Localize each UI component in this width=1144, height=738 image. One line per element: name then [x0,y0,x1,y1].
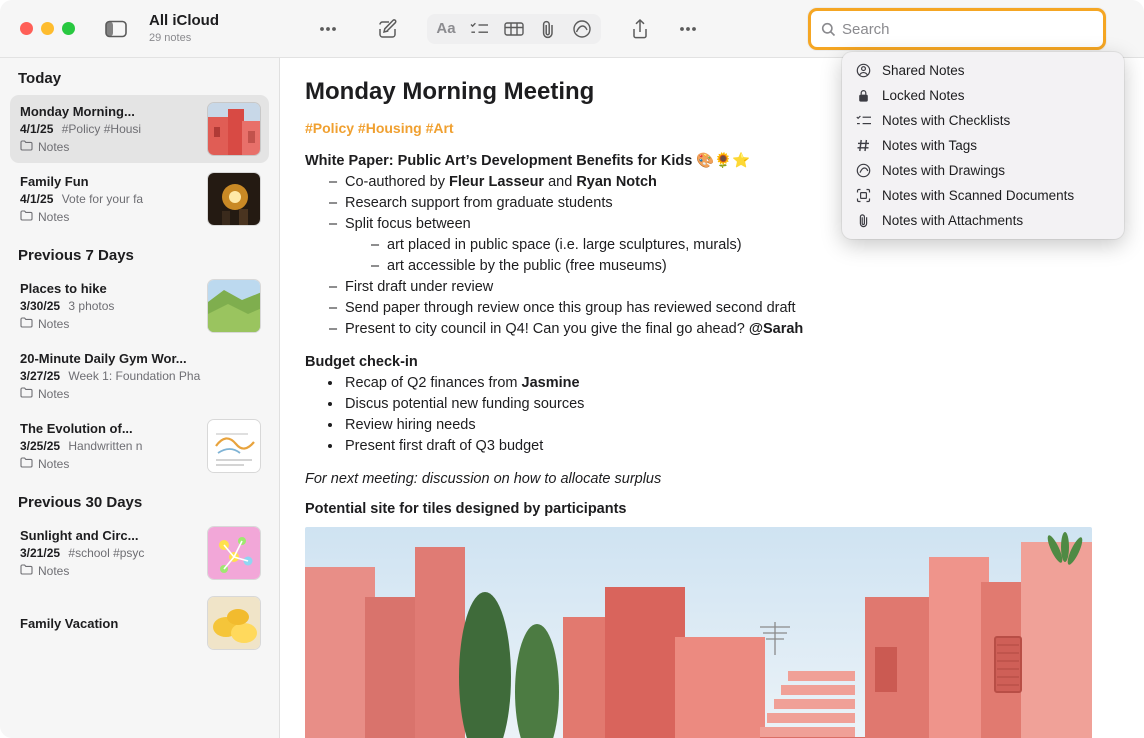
folder-icon [20,140,33,154]
list-item: – Send paper through review once this group has reviewed second draft [317,298,1120,319]
folder-icon [20,564,33,578]
more-actions-button[interactable] [671,15,705,43]
mention: @Sarah [748,321,804,337]
list-item: – art placed in public space (i.e. large sculptures, murals) [359,235,1120,256]
list-item[interactable] [10,342,269,410]
lock-icon [856,88,878,103]
search-field[interactable] [808,8,1106,50]
format-toolbar-group [427,14,601,44]
note-folder-name: Notes [38,564,70,578]
menu-item-label: Notes with Drawings [882,163,1006,178]
note-snippet: Handwritten n [68,439,143,453]
list-item: • Present first draft of Q3 budget [343,436,1120,457]
section-header: Previous 30 Days [18,494,143,511]
item-text: Split focus between [345,216,471,232]
white-paper-heading: White Paper: Public Art’s Development Benefits for Kids 🎨🌻⭐ [305,153,751,169]
sub-list [359,235,1120,277]
maximize-window-button[interactable] [62,22,75,35]
note-thumbnail [207,419,261,473]
notes-list[interactable] [0,58,280,738]
list-item[interactable] [10,272,269,340]
note-snippet: #Policy #Housi [61,122,142,136]
folder-icon [20,457,33,471]
list-item[interactable] [10,519,269,587]
minimize-window-button[interactable] [41,22,54,35]
checklist-icon [856,114,878,127]
note-snippet: 3 photos [68,299,115,313]
note-date: 3/25/25 [20,439,61,453]
note-thumbnail [207,526,261,580]
list-item [343,373,1120,394]
note-date: 3/30/25 [20,299,61,313]
list-item[interactable] [10,95,269,163]
note-date: 3/21/25 [20,546,61,560]
menu-item-notes-with-checklists[interactable] [842,108,1124,133]
note-thumbnail [207,102,261,156]
checklist-button[interactable] [463,15,497,43]
note-title: The Evolution of... [20,421,133,436]
menu-item-label: Locked Notes [882,88,965,103]
note-title: Monday Morning... [20,104,135,119]
list-item: • Review hiring needs [343,415,1120,436]
window-subtitle: 29 notes [149,32,192,44]
note-tags[interactable]: #Policy #Housing #Art [305,120,454,136]
note-heading: Monday Morning Meeting [305,78,595,105]
window-title: All iCloud [149,12,219,29]
note-snippet: Vote for your fa [61,192,144,206]
person-name: Jasmine [521,375,580,391]
list-item[interactable] [10,412,269,480]
share-button[interactable] [623,15,657,43]
list-item: – Research support from graduate students [317,193,1120,214]
note-date: 3/27/25 [20,369,61,383]
budget-list [327,373,1120,457]
note-folder-name: Notes [38,387,70,401]
section-header: Previous 7 Days [18,247,134,264]
note-folder-name: Notes [38,317,70,331]
note-title: Family Fun [20,174,89,189]
note-folder-name: Notes [38,210,70,224]
note-thumbnail [207,279,261,333]
paperclip-icon [856,213,878,228]
list-item: – First draft under review [317,277,1120,298]
close-window-button[interactable] [20,22,33,35]
menu-item-label: Notes with Attachments [882,213,1024,228]
note-photo[interactable] [305,527,1092,738]
menu-item-label: Notes with Checklists [882,113,1011,128]
section-header: Today [18,70,62,87]
list-item[interactable] [10,589,269,657]
folder-icon [20,210,33,224]
next-meeting-note: For next meeting: discussion on how to allocate surplus [305,471,662,487]
window-title-block [149,12,289,45]
menu-item-notes-with-tags[interactable] [842,133,1124,158]
menu-item-locked-notes[interactable] [842,83,1124,108]
note-snippet: #school #psyc [68,546,145,560]
budget-heading: Budget check-in [305,354,418,370]
author-name: Ryan Notch [576,174,657,190]
note-thumbnail [207,172,261,226]
hashtag-icon [856,138,878,153]
sidebar-toggle-icon[interactable] [101,17,131,41]
item-text: and [544,174,577,190]
note-folder-name: Notes [38,140,70,154]
format-text-button[interactable]: Aa [436,20,456,37]
folder-icon [20,387,33,401]
note-title: 20-Minute Daily Gym Wor... [20,351,187,366]
menu-item-label: Shared Notes [882,63,965,78]
table-button[interactable] [497,15,531,43]
menu-item-notes-with-attachments[interactable] [842,208,1124,233]
note-folder-name: Notes [38,457,70,471]
note-title: Family Vacation [20,615,119,631]
window-controls [20,22,75,35]
list-item: • Discus potential new funding sources [343,394,1120,415]
item-text: Recap of Q2 finances from [345,375,522,391]
list-item[interactable] [10,165,269,233]
item-text: Co-authored by [345,174,449,190]
scan-icon [856,188,878,203]
search-suggestions-menu[interactable] [842,52,1124,239]
menu-item-label: Notes with Tags [882,138,978,153]
item-text: Present to city council in Q4! Can you give the final go ahead? [345,321,749,337]
folder-icon [20,317,33,331]
author-name: Fleur Lasseur [448,174,545,190]
search-input-placeholder: Search [842,20,890,38]
compose-note-button[interactable] [371,15,405,43]
note-title: Places to hike [20,281,107,296]
list-item [317,319,1120,340]
title-bar [0,0,1144,58]
drawing-icon [856,163,878,178]
list-item: – art accessible by the public (free museums) [359,256,1120,277]
shared-notes-icon [856,63,878,78]
menu-item-notes-with-scanned-documents[interactable] [842,183,1124,208]
note-title: Sunlight and Circ... [20,528,139,543]
markup-button[interactable] [565,15,599,43]
attach-button[interactable] [531,15,565,43]
menu-item-shared-notes[interactable] [842,58,1124,83]
menu-item-notes-with-drawings[interactable] [842,158,1124,183]
note-date: 4/1/25 [20,192,54,206]
photo-caption: Potential site for tiles designed by participants [305,501,627,517]
menu-item-label: Notes with Scanned Documents [882,188,1075,203]
note-date: 4/1/25 [20,122,54,136]
note-snippet: Week 1: Foundation Pha [68,369,201,383]
search-icon [821,22,836,37]
note-thumbnail [207,596,261,650]
more-options-button[interactable] [311,15,345,43]
